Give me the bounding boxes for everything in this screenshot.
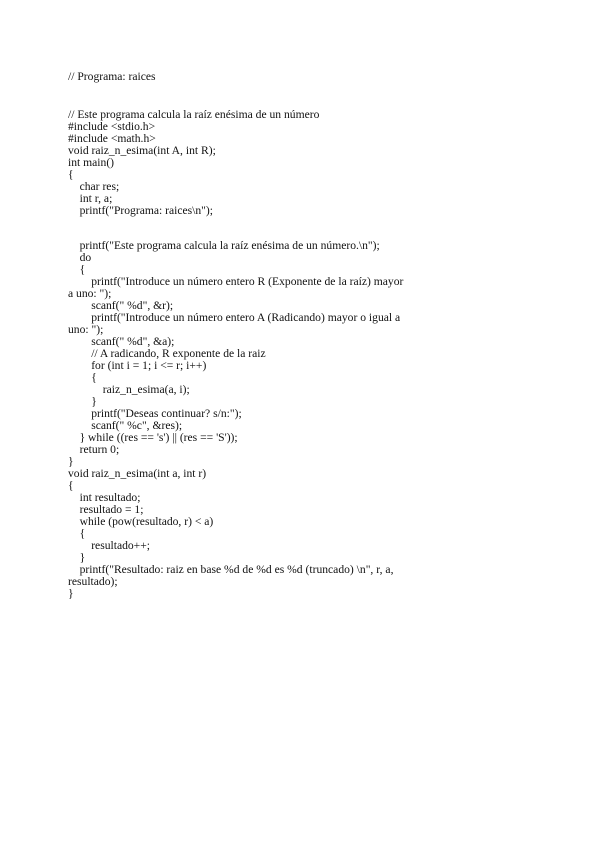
code-line: scanf(" %c", &res); [68, 419, 183, 432]
code-line: { [68, 479, 74, 492]
code-line: { [68, 527, 86, 540]
code-line: #include <stdio.h> [68, 120, 156, 133]
code-line: } [68, 551, 86, 564]
code-line: void raiz_n_esima(int a, int r) [68, 467, 207, 480]
code-line: printf("Este programa calcula la raíz enésima de un número.\n"); [68, 239, 380, 252]
code-line: { [68, 168, 74, 181]
code-line: resultado); [68, 575, 118, 588]
code-line: int r, a; [68, 192, 113, 205]
code-line: } while ((res == 's') || (res == 'S')); [68, 431, 238, 444]
code-line: { [68, 263, 86, 276]
code-line: printf("Programa: raices\n"); [68, 204, 214, 217]
code-line: return 0; [68, 443, 120, 456]
code-line: a uno: "); [68, 287, 112, 300]
code-line: scanf(" %d", &r); [68, 299, 174, 312]
code-line: } [68, 587, 74, 600]
code-line: for (int i = 1; i <= r; i++) [68, 359, 207, 372]
code-line: printf("Introduce un número entero A (Radicando) mayor o igual a [68, 311, 401, 324]
code-line: } [68, 395, 97, 408]
code-line: do [68, 251, 92, 264]
code-line: printf("Resultado: raiz en base %d de %d es %d (truncado) \n", r, a, [68, 563, 394, 576]
code-line: { [68, 371, 97, 384]
code-line: resultado++; [68, 539, 150, 552]
code-line: raiz_n_esima(a, i); [68, 383, 190, 396]
code-line: void raiz_n_esima(int A, int R); [68, 144, 216, 157]
header-comment: // Programa: raices [68, 70, 156, 83]
code-line: // A radicando, R exponente de la raiz [68, 347, 266, 360]
code-line: uno: "); [68, 323, 104, 336]
code-line: int resultado; [68, 491, 141, 504]
code-line: // Este programa calcula la raíz enésima de un número [68, 108, 320, 121]
code-line: int main() [68, 156, 115, 169]
code-line: while (pow(resultado, r) < a) [68, 515, 214, 528]
code-line: scanf(" %d", &a); [68, 335, 175, 348]
code-line: char res; [68, 180, 120, 193]
code-line: printf("Introduce un número entero R (Exponente de la raíz) mayor [68, 275, 404, 288]
code-line: resultado = 1; [68, 503, 144, 516]
code-line: } [68, 455, 74, 468]
code-line: #include <math.h> [68, 132, 156, 145]
code-line: printf("Deseas continuar? s/n:"); [68, 407, 242, 420]
